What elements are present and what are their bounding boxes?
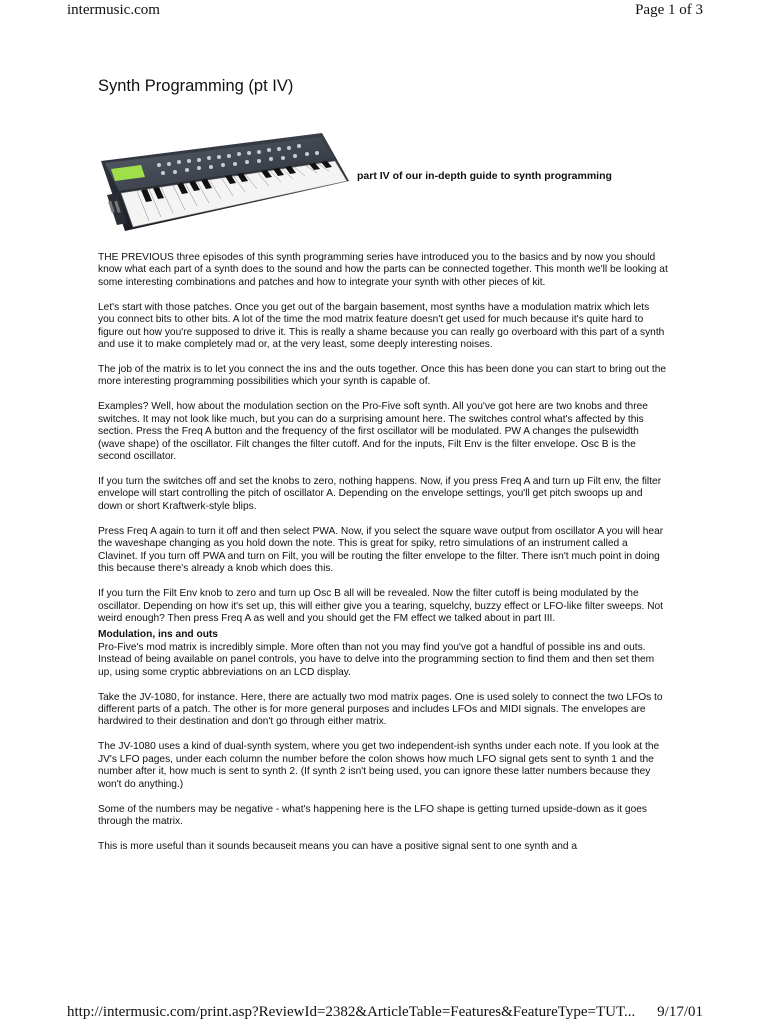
paragraph: Let's start with those patches. Once you get out of the bargain basement, most synths have a modulation matrix which lets you connect bits to other bits. A lot of the time the mod matrix feature doesn't get used for much because it's quite hard to figure out how you're supposed to drive it. This is really a shame because you can really go overboard with this part of a synth and use it to make completely mad or, at the very least, some deeply interesting noises.	[98, 301, 665, 351]
print-date: 9/17/01	[657, 1004, 703, 1020]
paragraph: If you turn the switches off and set the knobs to zero, nothing happens. Now, if you press Freq A and turn up Filt env, the filter envelope will start controlling the pitch of oscillator A. Depending on the envelope settings, you'll get pitch swoops up and down or short Kraftwerk-style blips.	[98, 476, 662, 512]
print-url: http://intermusic.com/print.asp?ReviewId=2382&ArticleTable=Features&FeatureType=TUT...	[67, 1004, 636, 1020]
article-subtitle: part IV of our in-depth guide to synth programming	[357, 170, 612, 182]
paragraph: Press Freq A again to turn it off and then select PWA. Now, if you select the square wave output from oscillator A you will hear the waveshape changing as you hold down the note. This is great for spiky, retro simulations of an instrument called a Clavinet. If you turn off PWA and turn on Filt, you will be routing the filter envelope to the filter. There isn't much point in doing this because there's already a knob which does this.	[98, 525, 664, 575]
paragraph: The JV-1080 uses a kind of dual-synth system, where you get two independent-ish synths under each note. If you look at the JV's LFO pages, under each column the number before the colon shows how much LFO signal gets sent to synth 1 and the number after it, how much is sent to synth 2. (If synth 2 isn't being used, you can ignore these latter numbers because they won't do anything.)	[98, 741, 660, 790]
paragraph: THE PREVIOUS three episodes of this synth programming series have introduced you to the basics and by now you should know what each part of a synth does to the sound and how the parts can be connected together. This month we'll be looking at some interesting combinations and patches and how to integrate your synth with other pieces of kit.	[98, 252, 668, 288]
section-heading: Modulation, ins and outs	[98, 629, 218, 641]
paragraph: Some of the numbers may be negative - what's happening here is the LFO shape is getting turned upside-down as it goes through the matrix.	[98, 803, 648, 827]
page-number: Page 1 of 3	[635, 2, 703, 18]
synthesizer-image	[97, 131, 353, 235]
paragraph: The job of the matrix is to let you connect the ins and the outs together. Once this has been done you can start to bring out the more interesting programming possibilities which your synth is capable of.	[98, 364, 667, 388]
site-name: intermusic.com	[67, 2, 160, 18]
paragraph: If you turn the Filt Env knob to zero and turn up Osc B all will be revealed. Now the filter cutoff is being modulated by the oscillator. Depending on how it's set up, this will either give you a tearing, squelchy, buzzy effect or LFO-like filter sweeps. Not weird enough? Then press Freq A as well and you should get the FM effect we talked about in part III.	[98, 588, 663, 624]
article-title: Synth Programming (pt IV)	[98, 77, 294, 95]
article-body	[98, 252, 668, 866]
paragraph: Take the JV-1080, for instance. Here, there are actually two mod matrix pages. One is used solely to connect the two LFOs to different parts of a patch. The other is for more general purposes and includes LFOs and MIDI signals. The envelopes are hardwired to their destination and don't go through either matrix.	[98, 691, 663, 728]
paragraph: This is more useful than it sounds becauseit means you can have a positive signal sent to one synth and a	[98, 840, 578, 852]
paragraph: Pro-Five's mod matrix is incredibly simple. More often than not you may find you've got a handful of possible ins and outs. Instead of being available on panel controls, you have to delve into the programming section to find them and then set them up, using some cryptic abbreviations on an LCD display.	[98, 641, 655, 678]
paragraph: Examples? Well, how about the modulation section on the Pro-Five soft synth. All you've got here are two knobs and three switches. It may not look like much, but you can do a surprising amount here. The switches control what's affected by this section. Press the Freq A button and the frequency of the first oscillator will be modulated. PW A changes the pulsewidth (wave shape) of the oscillator. Filt changes the filter cutoff. And for the inputs, Filt Env is the filter envelope. Osc B is the second oscillator.	[98, 401, 648, 463]
